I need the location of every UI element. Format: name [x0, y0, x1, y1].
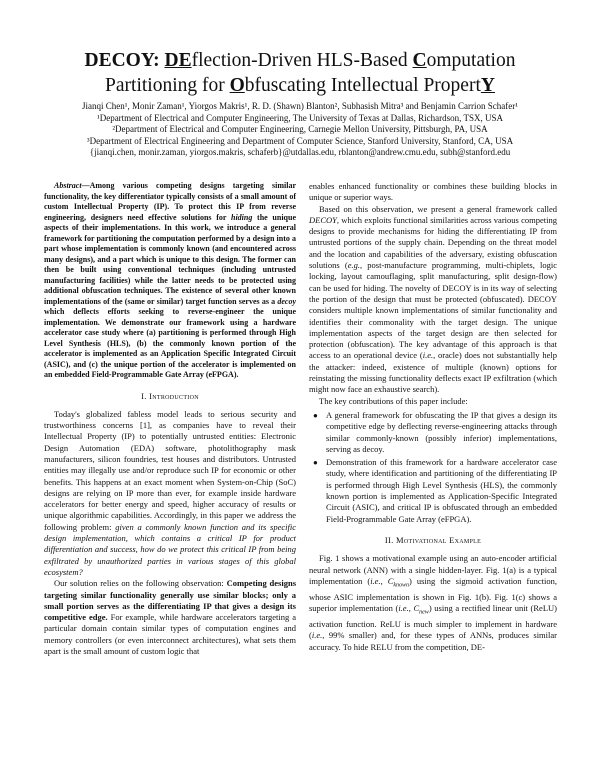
contributions-intro: The key contributions of this paper include: [319, 395, 468, 406]
left-column [44, 181, 296, 657]
bullet-icon: ● [313, 410, 318, 420]
list-item: ● A general framework for obfuscating the IP that gives a design its competitive edge by deflecting reverse-engineering attacks through similar commonly-known (possibly inferior) implementations, serving as decoy. [313, 409, 557, 454]
bullet-icon: ● [313, 458, 318, 468]
affiliation-2: ²Department of Electrical and Computer Engineering, Carnegie Mellon University, Pittsburgh, PA, USA [112, 124, 488, 134]
affiliation-1: ¹Department of Electrical and Computer Engineering, The University of Texas at Dallas, Richardson, TSX, USA [97, 112, 503, 123]
section-heading-introduction: I. Introduction [141, 390, 199, 401]
abstract: Abstract—Among various competing designs targeting similar functionality, the key differentiator typically consists of a small amount of custom Intellectual Property (IP). To protect this IP from reverse engineering, designers need effective solutions for hiding the unique aspects of their implementations. In this work, we introduce a general framework for partitioning the computation performed by a design into a part whose implementation is commonly known (and encountered across many designs), and a part which is unique to this design. The former can then be built using conventional techniques (including untrusted manufacturing facilities) while the latter needs to be protected using additional obfuscation techniques. The existence of several other known implementations of the (same or similar) target function serves as a decoy which deflects efforts seeking to reverse-engineer the unique implementation. We demonstrate our framework using a hardware accelerator case study where (a) partitioning is performed through High Level Synthesis (HLS), (b) the commonly known portion of the accelerator is implemented as an Application Specific Integrated Circuit (ASIC), and (c) the unique portion of the accelerator is implemented on an embedded Field-Programmable Gate Array (eFPGA). [44, 181, 297, 379]
intro-paragraph-1: Today's globalized fabless model leads to serious security and trustworthiness concerns [1], as companies have to reveal their Intellectual Property (IP) to potentially untrusted entities: Electronic Design Automation (EDA) software, photolithography mask manufacturers, silicon foundries, test houses and distributors. Untrusted entities may illegally use and/or reproduce such IP for economic or other benefits. This happens at an exact moment when System-on-Chip (SoC) designs are relying on IP more than ever, for example inside hardware accelerators for better energy and speed, higher accuracy of results or unique algorithmic capabilities. Accordingly, in this paper we address the following problem: given a commonly known function and its specific design implementation, which contains a critical IP for product differentiation and success, how do we protect this critical IP from being exfiltrated by unauthorized parties in various stages of this global ecosystem? [44, 408, 296, 577]
right-paragraph-decoy: Based on this observation, we present a general framework called DECOY, which exploits functional similarities across various competing designs to provide mechanisms for hiding the differentiating IP from untrusted portions of the supply chain. Depending on the threat model and the location and capabilities of the adversary, existing obfuscation solutions (e.g., post-manufacture programming, multi-chiplets, logic locking, layout camouflaging, split manufacturing, split design-flow) can be used for hiding. The novelty of DECOY is in its way of selecting the portion of the design that must be protected (obfuscated). DECOY considers multiple known implementations of similar functionality and identifies their commonality with the target design. The unique implementation aspects of the target design are then selected for protection (obfuscation). The key advantage of this approach is that access to an operational device (i.e., oracle) does not substantially help the attacker: indeed, existence of multiple (known) options for reinstating the missing functionality deflects exact IP exfiltration (which might now face an exhaustive search). [309, 203, 557, 395]
affiliation-3: ³Department of Electrical Engineering and Department of Computer Science, Stanford University, Stanford, CA, USA [86, 135, 514, 146]
right-paragraph-continued: enables enhanced functionality or combines these building blocks in unique or superior ways. [309, 181, 557, 203]
author-emails: {jianqi.chen, monir.zaman, yiorgos.makris, schaferb}@utdallas.edu, rblanton@andrew.cmu.edu, subh@stanford.edu [89, 147, 511, 157]
author-names: Jianqi Chen¹, Monir Zaman¹, Yiorgos Makris¹, R. D. (Shawn) Blanton², Subhasish Mitra³ and Benjamin Carrion Schafer¹ [82, 101, 518, 111]
motivation-paragraph: Fig. 1 shows a motivational example using an auto-encoder artificial neural network (ANN) with a single hidden-layer. Fig. 1(a) is a typical implementation (i.e., $C_{known}$) using the sigmoid activation function, whose ASIC implementation is shown in Fig. 1(b). Fig. 1(c) shows a superior implementation (i.e., $C_{new}$) using a rectified linear unit (ReLU) activation function. ReLU is much simpler to implement in hardware (i.e., 99% smaller) and, for these types of ANNs, produces similar accuracy. To hide RELU from the competition, DE- [309, 553, 558, 652]
contributions-list [309, 410, 557, 525]
author-block [20, 101, 580, 159]
list-item: ● Demonstration of this framework for a hardware accelerator case study, where identification and partitioning of the differentiating IP is performed through High Level Synthesis (HLS), the commonly known portion is implemented as Application-Specific Integrated Circuit (ASIC), and critical IP is obfuscated through an embedded Field-Programmable Gate Array (eFPGA). [313, 457, 557, 524]
intro-paragraph-2: Our solution relies on the following observation: Competing designs targeting similar functionality generally use similar blocks; only a small portion serves as the differentiating IP that gives a design its competitive edge. For example, while hardware accelerators targeting a particular domain contain similar types of computation engines and memory controllers (or even interconnect architectures), what sets them apart is the small amount of custom logic that [44, 578, 297, 657]
right-column [309, 181, 557, 653]
section-heading-motivational-example: II. Motivational Example [384, 534, 482, 545]
paper-title: DECOY: DEflection-Driven HLS-Based Computation Partitioning for Obfuscating Intellectual PropertY [84, 50, 516, 96]
